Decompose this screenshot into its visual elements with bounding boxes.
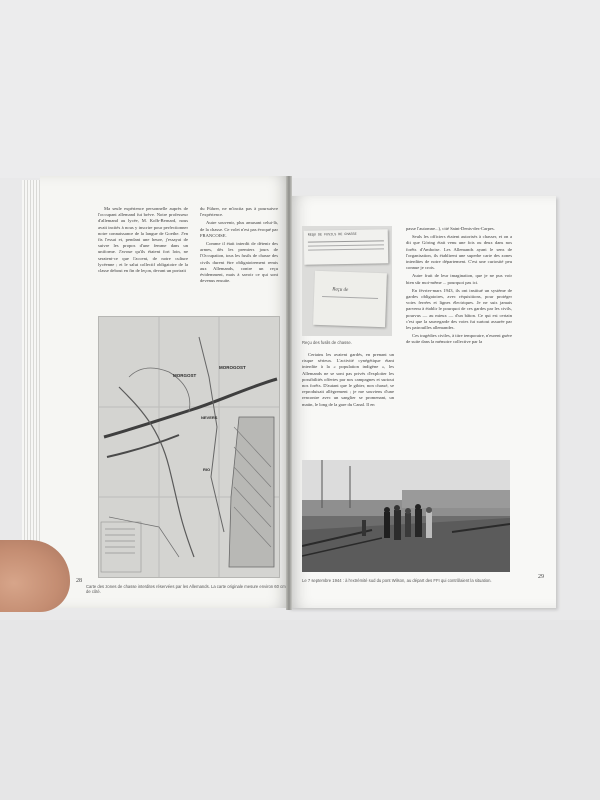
map-label-1: MORGOST [173, 373, 197, 378]
left-column-1 [98, 206, 188, 276]
right-col2-paragraph-4: Ces tragédies civiles, à titre temporaire, n'eurent guère de suite dans la mémoire collective par la [406, 333, 512, 345]
map-label-3: NEVERS [201, 415, 218, 420]
right-col2-paragraph-1: Seuls les officiers étaient autorisés à chasser, et on a dit que Göring était venu une fois ou deux dans nos forêts d'Amboise. Les Allemands ayant le sens de l'organisation, ils établirent une superbe carte des zones interdites de notre département. C'est une curiosité peu connue je crois. [406, 234, 512, 271]
left-paragraph-3: Autre souvenir, plus amusant celui-là, de la chasse. Ce volet n'est pas évoqué par FRANCOISE. [200, 220, 278, 238]
right-page-number: 29 [538, 574, 544, 580]
document-line [322, 296, 378, 299]
right-column-2 [406, 226, 512, 348]
map-label-4: RIO [203, 467, 211, 472]
left-paragraph-1: Ma seule expérience personnelle auprès de l'occupant allemand fut brève. Notre professeur d'allemand au lycée, M. Kolb-Bernard, nous avait incités à nous y inscrire pour perfectionner notre connaissance de la langue de Goethe. J'en fis l'essai et, pendant une heure, j'essayai de suivre les propos d'une femme dans un uniforme. J'avoue qu'ils étaient fort loin, ne seraient-ce que l'accent, de notre culture lycéenne ; et le salut collectif obligatoire de la classe debout en fin de leçon, devant un portrait [98, 206, 188, 274]
document-line [308, 240, 384, 242]
right-column-1 [302, 352, 394, 410]
left-column-2 [200, 206, 278, 286]
document-signature: Reçu de [332, 287, 349, 293]
left-paragraph-4: Comme il était interdit de détenir des armes, dès les premiers jours de l'Occupation, tous les fusils de chasse des civils durent être obligatoirement remis aux Allemands, contre un reçu évidemment, mais à savoir ce qui sont devenus ensuite. [200, 241, 278, 284]
document-line [308, 248, 384, 250]
map-label-2: MOROGOST [219, 365, 246, 370]
document-receipt-1 [304, 229, 389, 264]
left-page-number: 28 [76, 578, 82, 584]
photo-caption: Le 7 septembre 1944 : à l'extrémité sud du pont Wilson, au départ des FFI qui contrôlaient la situation. [302, 578, 492, 583]
bridge-photo-drawing [302, 460, 510, 572]
right-col2-paragraph-2: Autre fruit de leur imagination, que je ne pus voir bien sûr moi-même ... pourquoi pas ici. [406, 273, 512, 285]
book-gutter [286, 176, 292, 610]
map-caption: Carte des zones de chasse interdites réservées par les Allemands. La carte originale mesure environ 60 cm de côté. [86, 584, 286, 594]
documents-caption: Reçu des fusils de chasse. [302, 340, 352, 345]
map-drawing [99, 317, 279, 577]
bridge-photo [302, 460, 510, 572]
hunting-zone-map [98, 316, 280, 578]
right-col2-top: passe l'automne...), cité Saint-Denis-des-Carpes. [406, 226, 495, 231]
document-heading: REQU DE FUSILS DE CHASSE [307, 232, 357, 238]
document-receipt-2 [313, 271, 387, 327]
document-line [308, 244, 384, 246]
right-col2-paragraph-3: En février-mars 1943, ils ont institué un système de gardes obligatoires, avec réquisitions, pour protéger voies ferrées et lignes électriques. Je ne suis jamais parvenu à établir le pourquoi de ces gardes par les civils, pourvus — au mieux — d'un bâton. Ce qui est certain c'est que la sauvegarde des voies fut surtout assurée par les patrouilles allemandes. [406, 287, 512, 331]
right-paragraph-1: Certains les avaient gardés, en prenant un risque sérieux. L'activité cynégétique étant interdite à la « population indigène », les Allemands ne se sont pas privés d'exploiter les possibilités offertes par nos campagnes et surtout nos forêts. D'autant que le gibier, non chassé, se reproduisait allègrement ; je me souviens d'une rencontre avec un sanglier se promenant, un matin, le long de la gare du Canal. Il en [302, 352, 394, 407]
background-bottom [0, 620, 600, 800]
background-top [0, 0, 600, 178]
left-paragraph-2: du Führer, ne m'incita pas à poursuivre l'expérience. [200, 206, 278, 218]
